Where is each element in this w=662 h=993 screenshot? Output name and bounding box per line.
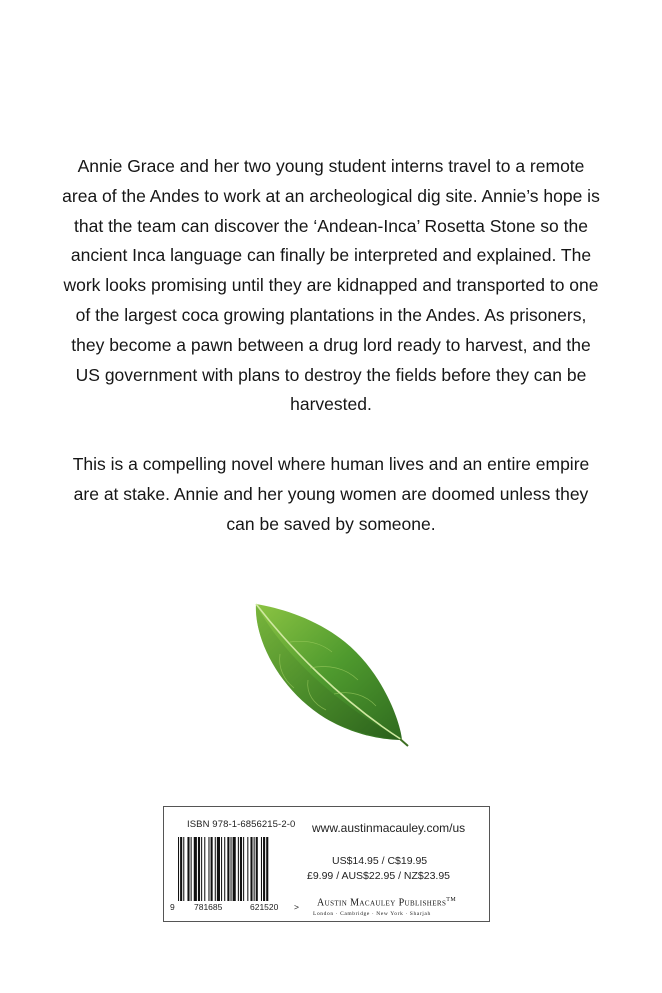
publisher-website: www.austinmacauley.com/us [312, 821, 466, 835]
isbn-label: ISBN 978-1-6856215-2-0 [187, 819, 296, 830]
barcode-bar [178, 837, 179, 901]
barcode-bar [247, 837, 248, 901]
barcode-bar [256, 837, 258, 901]
barcode-bar [215, 837, 216, 901]
back-cover-blurb [60, 152, 602, 540]
price-line-1: US$14.95 / C$19.95 [332, 855, 428, 867]
publisher-logo-text [317, 897, 456, 908]
barcode-bar [238, 837, 239, 901]
barcode-digits-group-1: 781685 [194, 902, 223, 912]
blurb-paragraph-1: Annie Grace and her two young student interns travel to a remote area of the Andes to work at an archeological dig site. Annie’s hope is that the team can discover the ‘Andean-Inca’ Rosetta Stone so the ancient Inca language can finally be interpreted and explained. The work looks promising until they are kidnapped and transported to one of the largest coca growing plantations in the Andes. As prisoners, they become a pawn between a drug lord ready to harvest, and the US government with plans to destroy the fields before they can be harvested. [62, 156, 600, 415]
publisher-name: Austin Macauley Publishers [317, 897, 447, 909]
barcode-bar [187, 837, 189, 901]
publisher-cities: London · Cambridge · New York · Sharjah [313, 911, 431, 917]
leaf-illustration [250, 600, 410, 748]
barcode-bar [198, 837, 200, 901]
barcode-bar [180, 837, 182, 901]
barcode-bar [254, 837, 255, 901]
barcode-bar [208, 837, 209, 901]
blurb-paragraph-2: This is a compelling novel where human lives and an entire empire are at stake. Annie and her young women are doomed unless they can be saved by someone. [72, 454, 590, 534]
barcode-arrow: > [294, 902, 299, 912]
barcode-icon [178, 837, 298, 901]
barcode-bar [243, 837, 244, 901]
barcode-bar [250, 837, 252, 901]
barcode-bar [194, 837, 197, 901]
barcode-bar [191, 837, 192, 901]
barcode-bar [240, 837, 242, 901]
barcode-bar [261, 837, 262, 901]
barcode-bar [233, 837, 236, 901]
barcode-bar [231, 837, 232, 901]
barcode-price-box [163, 806, 490, 922]
barcode-digit-lead: 9 [170, 902, 175, 912]
barcode-bar [211, 837, 213, 901]
barcode-bar [201, 837, 202, 901]
barcode-bar [217, 837, 220, 901]
price-line-2: £9.99 / AUS$22.95 / NZ$23.95 [307, 870, 451, 882]
barcode-bar [266, 837, 268, 901]
barcode-bar [227, 837, 229, 901]
barcode-bar [204, 837, 205, 901]
barcode-bar [224, 837, 225, 901]
barcode-bar [263, 837, 265, 901]
barcode-bar [221, 837, 222, 901]
trademark-mark: TM [446, 897, 457, 903]
barcode-bar [183, 837, 184, 901]
barcode-digits-group-2: 621520 [250, 902, 279, 912]
